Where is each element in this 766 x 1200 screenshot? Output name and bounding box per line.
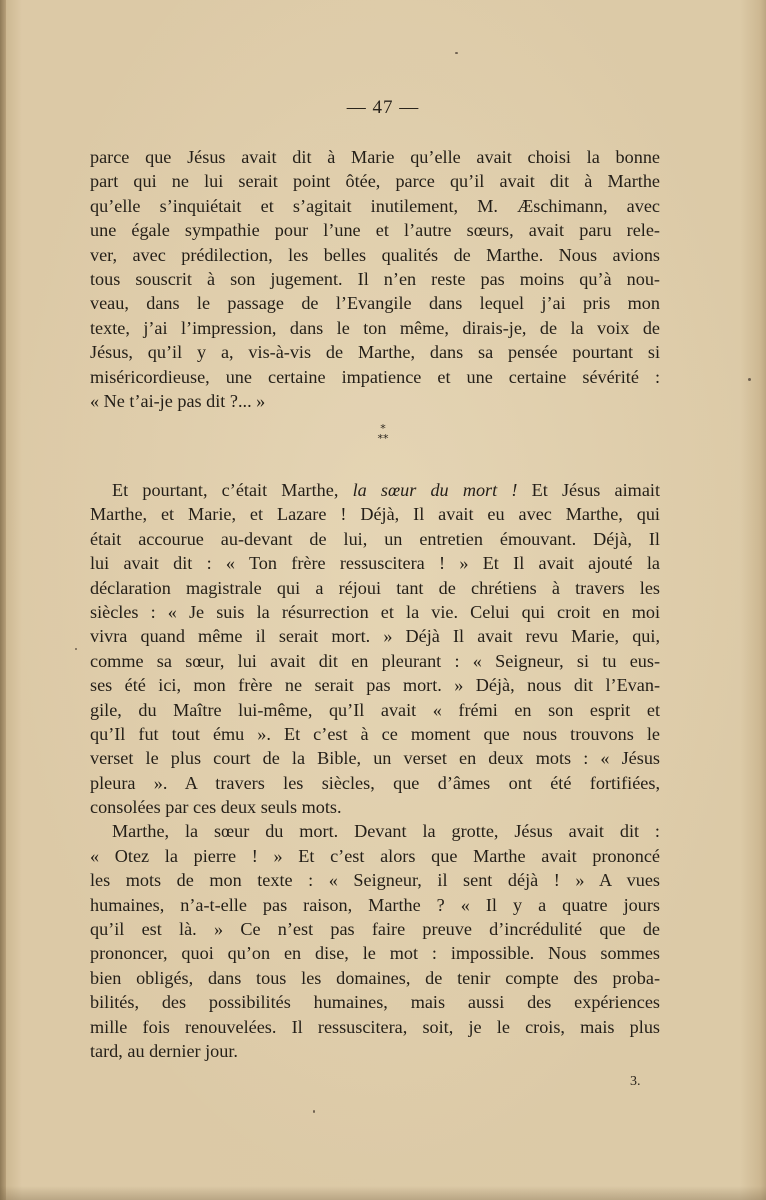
text-line: était accourue au-devant de lui, un entretien émouvant. Déjà, Il xyxy=(90,528,660,549)
section-asterism xyxy=(0,424,766,444)
text-line: « Ne t’ai-je pas dit ?... » xyxy=(90,390,266,411)
text-line: comme sa sœur, lui avait dit en pleurant : « Seigneur, si tu eus- xyxy=(90,650,660,671)
italic-phrase: la sœur du mort ! xyxy=(352,480,518,500)
text-line: verset le plus court de la Bible, un verset en deux mots : « Jésus xyxy=(90,748,660,769)
text-run: Et Jésus aimait xyxy=(517,480,661,500)
signature-mark: 3. xyxy=(630,1074,641,1089)
text-line: prononcer, quoi qu’on en dise, le mot : impossible. Nous sommes xyxy=(90,943,660,964)
text-run: Et pourtant, c’était Marthe, xyxy=(112,480,353,500)
text-line: « Otez la pierre ! » Et c’est alors que Marthe avait prononcé xyxy=(90,845,660,866)
paragraph-2 xyxy=(90,478,660,1063)
text-line: qu’il est là. » Ce n’est pas faire preuve d’incrédulité que de xyxy=(90,919,660,940)
text-line: les mots de mon texte : « Seigneur, il sent déjà ! » A vues xyxy=(90,870,660,891)
paper-speck xyxy=(75,648,77,650)
text-line: veau, dans le passage de l’Evangile dans lequel j’ai pris mon xyxy=(90,293,660,314)
text-line: part qui ne lui serait point ôtée, parce qu’il avait dit à Marthe xyxy=(90,171,660,192)
text-line: gile, du Maître lui-même, qu’Il avait « frémi en son esprit et xyxy=(90,699,660,720)
text-line: qu’elle s’inquiétait et s’agitait inutilement, M. Æschimann, avec xyxy=(90,195,660,216)
text-line: qu’Il fut tout ému ». Et c’est à ce moment que nous trouvons le xyxy=(90,723,660,744)
text-line: mille fois renouvelées. Il ressuscitera, soit, je le crois, mais plus xyxy=(90,1016,660,1037)
text-line: siècles : « Je suis la résurrection et la vie. Celui qui croit en moi xyxy=(90,601,660,622)
text-line: parce que Jésus avait dit à Marie qu’elle avait choisi la bonne xyxy=(90,147,660,167)
text-line: ses été ici, mon frère ne serait pas mort. » Déjà, nous dit l’Evan- xyxy=(90,675,660,696)
asterism-bottom: ** xyxy=(377,432,389,445)
text-line: bilités, des possibilités humaines, mais aussi des expériences xyxy=(90,992,660,1013)
paper-speck xyxy=(748,378,751,381)
page-bottom-shadow xyxy=(0,1186,766,1200)
paper-speck xyxy=(455,52,458,54)
text-line: une égale sympathie pour l’une et l’autre sœurs, avait paru rele- xyxy=(90,220,660,241)
text-line: bien obligés, dans tous les domaines, de tenir compte des proba- xyxy=(90,967,660,988)
text-line: miséricordieuse, une certaine impatience et une certaine sévérité : xyxy=(90,366,660,387)
page-number: — 47 — xyxy=(346,97,420,118)
text-line: humaines, n’a-t-elle pas raison, Marthe ? « Il y a quatre jours xyxy=(90,894,660,915)
paper-speck xyxy=(313,1110,315,1113)
text-line: consolées par ces deux seuls mots. xyxy=(90,797,342,818)
text-line: ver, avec prédilection, les belles qualités de Marthe. Nous avions xyxy=(90,244,660,265)
text-line-opening xyxy=(90,478,660,502)
text-line: déclaration magistrale qui a réjoui tant de chrétiens à travers les xyxy=(90,577,660,598)
asterism-top: * xyxy=(380,422,386,435)
text-line: Marthe, et Marie, et Lazare ! Déjà, Il avait eu avec Marthe, qui xyxy=(90,504,660,525)
text-line: tous souscrit à son jugement. Il n’en reste pas moins qu’à nou- xyxy=(90,268,660,289)
text-line: pleura ». A travers les siècles, que d’âmes ont été fortifiées, xyxy=(90,772,660,793)
text-line: tard, au dernier jour. xyxy=(90,1040,238,1061)
text-line: texte, j’ai l’impression, dans le ton même, dirais-je, de la voix de xyxy=(90,317,660,338)
text-line: vivra quand même il serait mort. » Déjà Il avait revu Marie, qui, xyxy=(90,626,660,647)
paragraph-1 xyxy=(90,145,660,413)
text-line: Jésus, qu’il y a, vis-à-vis de Marthe, dans sa pensée pourtant si xyxy=(90,342,660,363)
text-line: Marthe, la sœur du mort. Devant la grotte, Jésus avait dit : xyxy=(112,821,660,842)
page-binding-edge xyxy=(0,0,6,1200)
text-line: lui avait dit : « Ton frère ressuscitera ! » Et Il avait ajouté la xyxy=(90,553,660,574)
